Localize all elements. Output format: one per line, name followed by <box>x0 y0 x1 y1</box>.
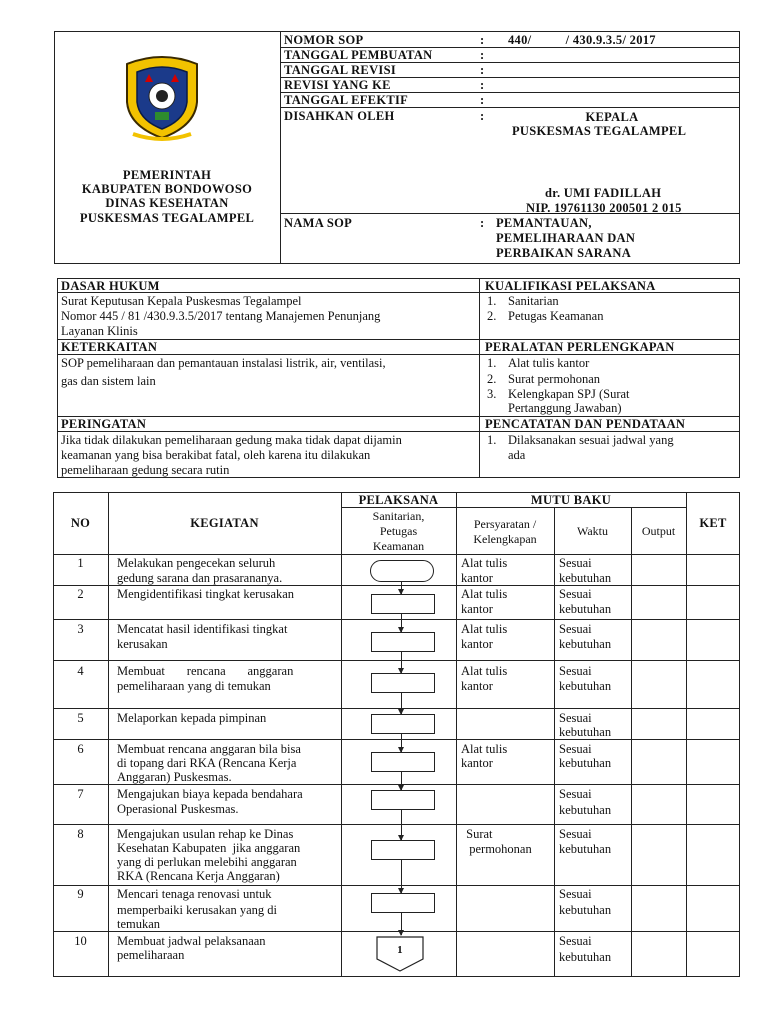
pencatatan-item-1: Dilaksanakan sesuai jadwal yang <box>508 433 674 447</box>
flow-start-terminator <box>370 560 434 582</box>
flow-arrow <box>401 734 402 752</box>
flow-arrow <box>401 614 402 632</box>
row-7-kegiatan-1: Mengajukan biaya kepada bendahara <box>117 787 303 801</box>
row-4-kegiatan-2: pemeliharaan yang di temukan <box>117 679 271 693</box>
flow-connector-label: 1 <box>397 944 403 956</box>
row-8-kegiatan-2: Kesehatan Kabupaten jika anggaran <box>117 841 301 855</box>
colon: : <box>480 93 485 107</box>
dasar-hukum-line-2: Nomor 445 / 81 /430.9.3.5/2017 tentang Manajemen Penunjang <box>61 309 381 323</box>
flow-arrow <box>401 860 402 893</box>
row-9-waktu-1: Sesuai <box>559 887 592 901</box>
kualifikasi-item-2: Petugas Keamanan <box>508 309 604 323</box>
coat-of-arms-logo <box>115 52 209 142</box>
col-output-header: Output <box>641 524 676 538</box>
row-8-waktu-2: kebutuhan <box>559 842 612 856</box>
row-6-kegiatan-2: di topang dari RKA (Rencana Kerja <box>117 756 297 770</box>
row-9-kegiatan-3: temukan <box>117 917 161 931</box>
row-10-no: 10 <box>74 934 87 948</box>
peringatan-title: PERINGATAN <box>61 417 147 431</box>
row-2-persyaratan-1: Alat tulis <box>461 587 508 601</box>
dasar-hukum-line-1: Surat Keputusan Kepala Puskesmas Tegalampel <box>61 294 302 308</box>
row-5-waktu-1: Sesuai <box>559 711 592 725</box>
col-waktu-header: Waktu <box>576 524 609 538</box>
nama-sop-label: NAMA SOP <box>284 216 353 230</box>
nama-sop-line-3: PERBAIKAN SARANA <box>496 246 632 260</box>
row-2-waktu-1: Sesuai <box>559 587 592 601</box>
row-6-kegiatan-1: Membuat rencana anggaran bila bisa <box>117 742 301 756</box>
row-6-waktu-2: kebutuhan <box>559 756 612 770</box>
row-8-persyaratan-1: Surat <box>463 827 493 841</box>
dasar-hukum-title: DASAR HUKUM <box>61 279 160 293</box>
row-5-waktu-2: kebutuhan <box>559 725 612 739</box>
peralatan-item-1: Alat tulis kantor <box>508 356 590 370</box>
disahkan-title-2: PUSKESMAS TEGALAMPEL <box>512 124 687 138</box>
row-1-kegiatan-1: Melakukan pengecekan seluruh <box>117 556 276 570</box>
tanggal-pembuatan-label: TANGGAL PEMBUATAN <box>284 48 433 62</box>
flow-process-step-5 <box>371 714 435 734</box>
flow-offpage-connector <box>376 936 424 972</box>
flow-process-step-4 <box>371 673 435 693</box>
colon: : <box>480 63 485 77</box>
peralatan-num-2: 2. <box>487 372 497 386</box>
flow-process-step-9 <box>371 893 435 913</box>
row-4-persyaratan-1: Alat tulis <box>461 664 508 678</box>
agency-line-4: PUSKESMAS TEGALAMPEL <box>79 211 255 225</box>
row-1-no: 1 <box>77 556 84 570</box>
row-9-waktu-2: kebutuhan <box>559 903 612 917</box>
row-8-no: 8 <box>77 827 84 841</box>
row-8-kegiatan-3: yang di perlukan melebihi anggaran <box>117 855 297 869</box>
row-1-waktu-2: kebutuhan <box>559 571 612 585</box>
row-3-waktu-1: Sesuai <box>559 622 592 636</box>
row-4-waktu-2: kebutuhan <box>559 679 612 693</box>
kualifikasi-item-1: Sanitarian <box>508 294 559 308</box>
agency-line-2: KABUPATEN BONDOWOSO <box>81 182 253 196</box>
row-6-kegiatan-3: Anggaran) Puskesmas. <box>117 770 232 784</box>
flow-arrow <box>401 693 402 714</box>
flow-process-step-7 <box>371 790 435 810</box>
flow-arrow <box>401 772 402 790</box>
signer-nip: NIP. 19761130 200501 2 015 <box>526 201 682 215</box>
row-7-kegiatan-2: Operasional Puskesmas. <box>117 802 239 816</box>
colon: : <box>480 48 485 62</box>
row-5-no: 5 <box>77 711 84 725</box>
agency-line-1: PEMERINTAH <box>122 168 212 182</box>
row-10-waktu-2: kebutuhan <box>559 950 612 964</box>
row-7-waktu-1: Sesuai <box>559 787 592 801</box>
pencatatan-num-1: 1. <box>487 433 497 447</box>
flow-process-step-6 <box>371 752 435 772</box>
peringatan-line-2: keamanan yang bisa berakibat fatal, oleh karena itu dilakukan <box>61 448 371 462</box>
row-9-kegiatan-1: Mencari tenaga renovasi untuk <box>117 887 272 901</box>
peralatan-item-3: Kelengkapan SPJ (Surat <box>508 387 630 401</box>
col-pelaksana-sub-3: Keamanan <box>372 539 425 553</box>
row-5-kegiatan-1: Melaporkan kepada pimpinan <box>117 711 267 725</box>
row-10-kegiatan-2: pemeliharaan <box>117 948 185 962</box>
row-9-kegiatan-2: memperbaiki kerusakan yang di <box>117 903 278 917</box>
row-3-no: 3 <box>77 622 84 636</box>
row-1-persyaratan-1: Alat tulis <box>461 556 508 570</box>
row-3-waktu-2: kebutuhan <box>559 637 612 651</box>
row-8-kegiatan-4: RKA (Rencana Kerja Anggaran) <box>117 869 280 883</box>
row-4-waktu-1: Sesuai <box>559 664 592 678</box>
disahkan-label: DISAHKAN OLEH <box>284 109 395 123</box>
flow-process-step-2 <box>371 594 435 614</box>
row-2-kegiatan-1: Mengidentifikasi tingkat kerusakan <box>117 587 295 601</box>
peringatan-line-3: pemeliharaan gedung secara rutin <box>61 463 230 477</box>
row-7-no: 7 <box>77 787 84 801</box>
signer-name: dr. UMI FADILLAH <box>545 186 662 200</box>
nama-sop-line-1: PEMANTAUAN, <box>496 216 592 230</box>
flow-arrow <box>401 810 402 840</box>
flow-arrow <box>401 652 402 673</box>
pencatatan-item-1-cont: ada <box>508 448 526 462</box>
col-pelaksana-header: PELAKSANA <box>358 493 439 507</box>
col-kegiatan-header: KEGIATAN <box>190 516 259 530</box>
row-8-kegiatan-1: Mengajukan usulan rehap ke Dinas <box>117 827 294 841</box>
row-3-persyaratan-2: kantor <box>461 637 493 651</box>
keterkaitan-line-2: gas dan sistem lain <box>61 374 156 388</box>
nomor-sop-label: NOMOR SOP <box>284 33 364 47</box>
row-6-waktu-1: Sesuai <box>559 742 592 756</box>
peralatan-title: PERALATAN PERLENGKAPAN <box>485 340 675 354</box>
kualifikasi-num-2: 2. <box>487 309 497 323</box>
row-4-persyaratan-2: kantor <box>461 679 493 693</box>
nama-sop-line-2: PEMELIHARAAN DAN <box>496 231 636 245</box>
row-4-no: 4 <box>77 664 84 678</box>
flow-process-step-3 <box>371 632 435 652</box>
colon: : <box>480 78 485 92</box>
flow-process-step-8 <box>371 840 435 860</box>
col-pelaksana-sub-2: Petugas <box>379 524 418 538</box>
row-1-kegiatan-2: gedung sarana dan prasarananya. <box>117 571 283 585</box>
peralatan-item-3-cont: Pertanggung Jawaban) <box>508 401 622 415</box>
row-9-no: 9 <box>77 887 84 901</box>
disahkan-title-1: KEPALA <box>585 110 639 124</box>
revisi-ke-label: REVISI YANG KE <box>284 78 391 92</box>
col-ket-header: KET <box>699 516 727 530</box>
row-1-waktu-1: Sesuai <box>559 556 592 570</box>
header-divider <box>280 31 281 264</box>
row-1-persyaratan-2: kantor <box>461 571 493 585</box>
keterkaitan-line-1: SOP pemeliharaan dan pemantauan instalasi listrik, air, ventilasi, <box>61 356 386 370</box>
colon: : <box>480 216 485 230</box>
peringatan-line-1: Jika tidak dilakukan pemeliharaan gedung maka tidak dapat dijamin <box>61 433 402 447</box>
colon: : <box>480 33 485 47</box>
row-6-no: 6 <box>77 742 84 756</box>
keterkaitan-title: KETERKAITAN <box>61 340 158 354</box>
row-2-waktu-2: kebutuhan <box>559 602 612 616</box>
col-persyaratan-2: Kelengkapan <box>473 532 537 546</box>
col-mutu-baku-header: MUTU BAKU <box>530 493 612 507</box>
row-3-persyaratan-1: Alat tulis <box>461 622 508 636</box>
tanggal-revisi-label: TANGGAL REVISI <box>284 63 396 77</box>
row-7-waktu-2: kebutuhan <box>559 803 612 817</box>
peralatan-num-3: 3. <box>487 387 497 401</box>
dasar-hukum-line-3: Layanan Klinis <box>61 324 138 338</box>
row-10-waktu-1: Sesuai <box>559 934 592 948</box>
peralatan-num-1: 1. <box>487 356 497 370</box>
flow-arrow <box>401 582 402 594</box>
row-3-kegiatan-1: Mencatat hasil identifikasi tingkat <box>117 622 288 636</box>
kualifikasi-title: KUALIFIKASI PELAKSANA <box>485 279 656 293</box>
agency-line-3: DINAS KESEHATAN <box>105 196 229 210</box>
col-no-header: NO <box>70 516 91 530</box>
col-pelaksana-sub-1: Sanitarian, <box>372 509 425 523</box>
pencatatan-title: PENCATATAN DAN PENDATAAN <box>485 417 686 431</box>
row-6-persyaratan-2: kantor <box>461 756 493 770</box>
nomor-sop-value: 440/ / 430.9.3.5/ 2017 <box>508 33 656 47</box>
tanggal-efektif-label: TANGGAL EFEKTIF <box>284 93 409 107</box>
row-8-waktu-1: Sesuai <box>559 827 592 841</box>
colon: : <box>480 109 485 123</box>
row-10-kegiatan-1: Membuat jadwal pelaksanaan <box>117 934 266 948</box>
row-2-persyaratan-2: kantor <box>461 602 493 616</box>
row-2-no: 2 <box>77 587 84 601</box>
row-3-kegiatan-2: kerusakan <box>117 637 168 651</box>
kualifikasi-num-1: 1. <box>487 294 497 308</box>
row-6-persyaratan-1: Alat tulis <box>461 742 508 756</box>
col-persyaratan-1: Persyaratan / <box>473 517 537 531</box>
flow-arrow <box>401 913 402 935</box>
row-8-persyaratan-2: permohonan <box>463 842 532 856</box>
peralatan-item-2: Surat permohonan <box>508 372 600 386</box>
row-4-kegiatan-1: Membuat rencana anggaran <box>117 664 294 678</box>
